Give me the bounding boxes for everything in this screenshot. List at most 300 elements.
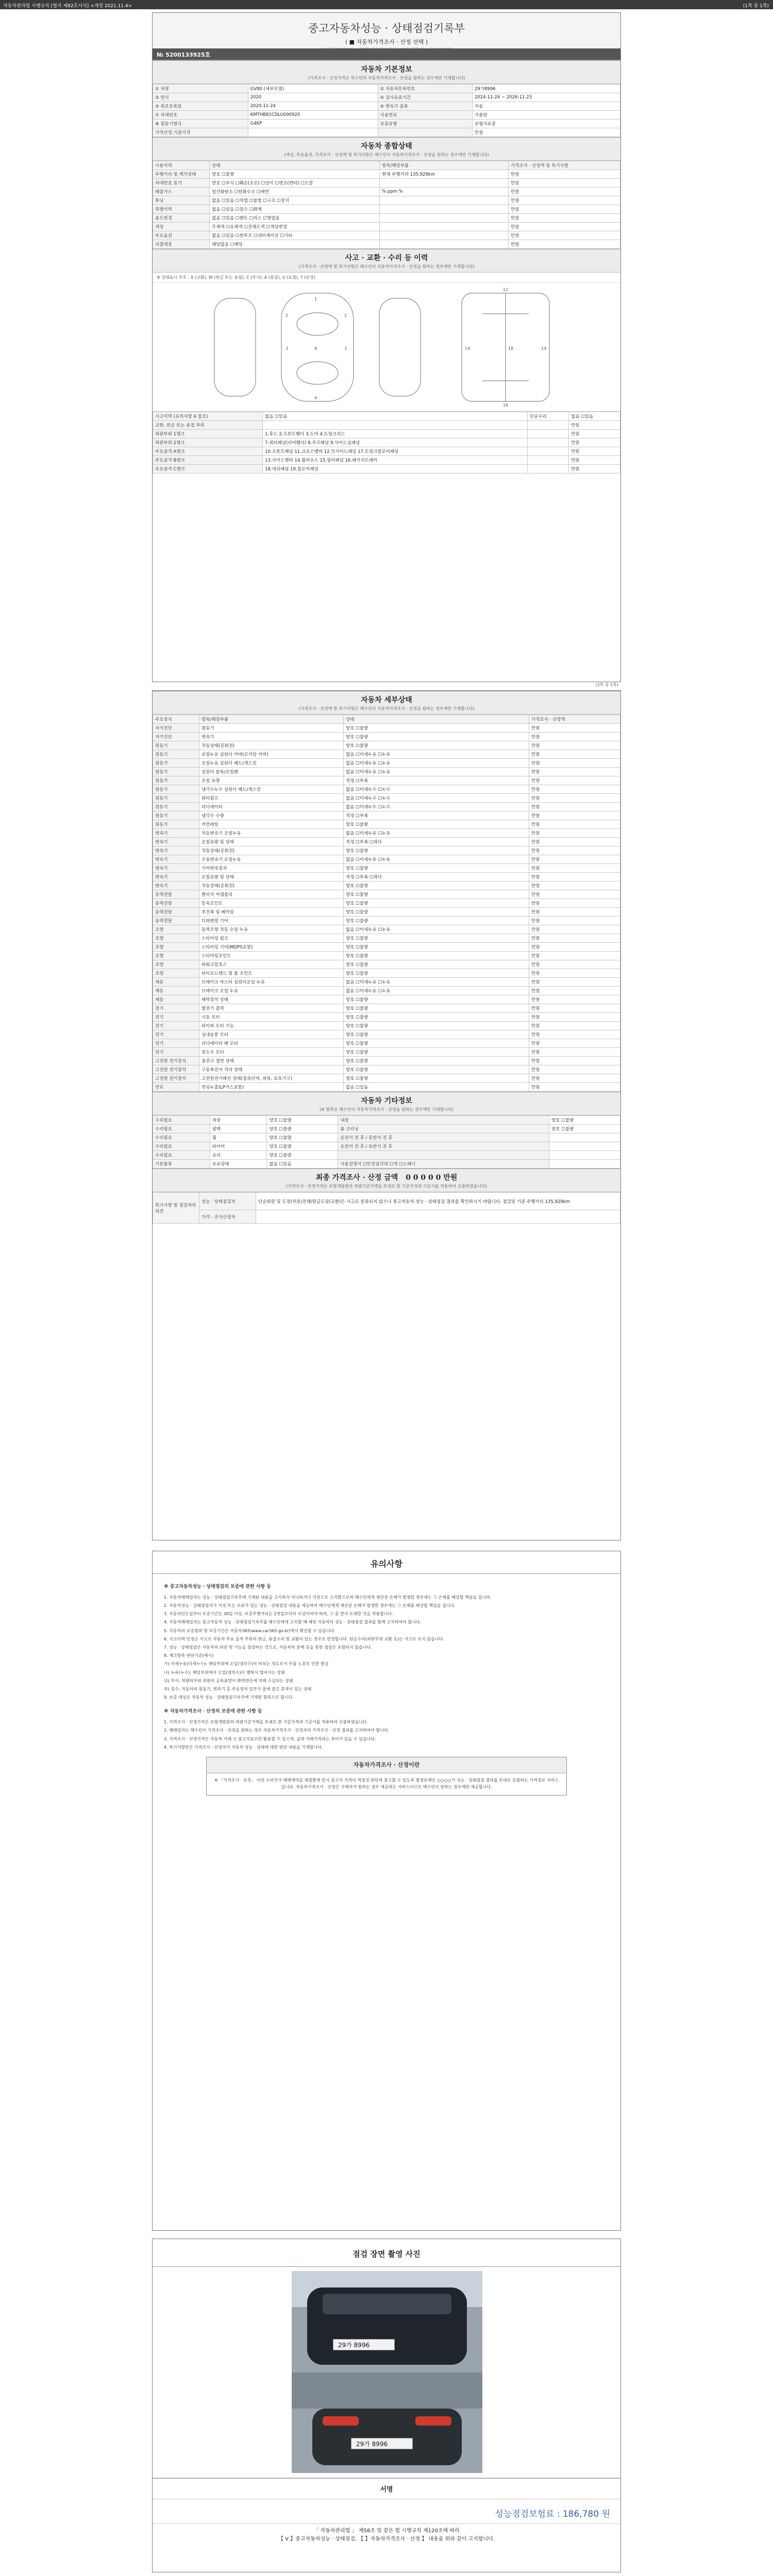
detail-cell: 만원 bbox=[529, 890, 620, 899]
detail-cell: 만원 bbox=[529, 820, 620, 829]
basic-info-row bbox=[153, 84, 620, 93]
other-cell: 양호 ☐불량 bbox=[549, 1125, 620, 1133]
summary-table bbox=[153, 161, 620, 249]
accident-row bbox=[153, 412, 620, 421]
detail-cell: 변속기 bbox=[153, 873, 199, 882]
notice-item: 라) 침수: 자동차의 원동기, 변속기 등 주요장치 일부가 물에 잠긴 흔적이 있는 상태 bbox=[164, 1686, 312, 1691]
summary-row bbox=[153, 179, 620, 188]
detail-cell: 전기 bbox=[153, 1030, 199, 1039]
other-cell: 수리필요 bbox=[153, 1133, 210, 1142]
other-cell: 수리필요 bbox=[153, 1151, 210, 1160]
legal-basis: 「 자동차관리법 」 제58조 및 같은 법 시행규칙 제120조에 따라 bbox=[313, 2528, 460, 2534]
detail-cell: 양호 ☐불량 bbox=[344, 846, 529, 855]
detail-cell: 제동 bbox=[153, 995, 199, 1004]
detail-cell: 원동기 bbox=[153, 750, 199, 759]
detail-cell: 양호 ☐불량 bbox=[344, 952, 529, 960]
detail-col-item: 항목/해당부품 bbox=[199, 715, 344, 724]
detail-cell: 등속조인트 bbox=[199, 899, 344, 908]
other-cell: 양호 ☐불량 bbox=[267, 1142, 338, 1151]
accident-cell bbox=[527, 456, 568, 465]
detail-heading: 자동차 세부상태 bbox=[361, 696, 412, 704]
detail-cell: 양호 ☐불량 bbox=[344, 1013, 529, 1022]
other-cell: 수리필요 bbox=[153, 1142, 210, 1151]
svg-text:4: 4 bbox=[314, 396, 317, 400]
accident-cell bbox=[527, 421, 568, 430]
summary-cell: 만원 bbox=[509, 214, 620, 223]
accident-cell: 만원 bbox=[569, 438, 620, 447]
page-1 bbox=[152, 12, 621, 687]
basic-info-row bbox=[153, 128, 620, 137]
summary-cell: 색상 bbox=[153, 223, 210, 231]
accident-cell bbox=[527, 447, 568, 456]
other-cell: 기본품목 bbox=[153, 1160, 210, 1168]
detail-cell: 윈도우 모터 bbox=[199, 1048, 344, 1057]
summary-cell: 무채색 ☐유채색 ☐전체도색 ☐색상변경 bbox=[210, 223, 380, 231]
other-row bbox=[153, 1133, 620, 1142]
detail-cell: 양호 ☐불량 bbox=[344, 1030, 529, 1039]
detail-cell: 브레이크 마스터 실린더오일 누유 bbox=[199, 978, 344, 987]
detail-cell: 양호 ☐불량 bbox=[344, 724, 529, 733]
accident-section-title bbox=[153, 249, 620, 273]
summary-cell: 주요옵션 bbox=[153, 231, 210, 240]
other-cell bbox=[549, 1160, 620, 1168]
insurance-fee: 성능점검보험료 : 186,780 원 bbox=[495, 2509, 610, 2519]
detail-row bbox=[153, 995, 620, 1004]
summary-row bbox=[153, 231, 620, 240]
summary-cell: 차대번호 표기 bbox=[153, 179, 210, 188]
accident-heading: 사고 · 교환 · 수리 등 이력 bbox=[345, 254, 428, 262]
detail-cell: 자기진단 bbox=[153, 724, 199, 733]
detail-row bbox=[153, 1083, 620, 1092]
detail-cell: 커먼레일 bbox=[199, 820, 344, 829]
detail-cell: 동력전달 bbox=[153, 890, 199, 899]
other-cell bbox=[338, 1151, 549, 1160]
detail-cell: 만원 bbox=[529, 952, 620, 960]
basic-info-cell: ⑧ 원동기형식 bbox=[153, 120, 248, 128]
summary-cell bbox=[380, 179, 509, 188]
svg-text:3: 3 bbox=[344, 346, 347, 351]
page-4 bbox=[152, 2239, 621, 2572]
detail-cell: 원동기 bbox=[153, 759, 199, 768]
detail-cell: 없음 ☐미세누수 ☐누수 bbox=[344, 803, 529, 811]
detail-cell: 만원 bbox=[529, 1004, 620, 1013]
detail-cell: 연료 bbox=[153, 1083, 199, 1092]
detail-cell: 작동상태(공회전) bbox=[199, 882, 344, 890]
summary-row bbox=[153, 214, 620, 223]
detail-row bbox=[153, 811, 620, 820]
detail-cell: 파워고압호스 bbox=[199, 960, 344, 969]
svg-text:1: 1 bbox=[314, 297, 317, 301]
notice-item: 4. 자동차매매업자는 중고자동차 성능 · 상태점검기록부를 매수인에게 고지할 때 해당 자동차의 성능 · 상태점검 결과를 함께 고지하여야 합니다. bbox=[164, 1620, 421, 1625]
other-row bbox=[153, 1116, 620, 1125]
detail-cell: 조향 bbox=[153, 969, 199, 978]
page-2 bbox=[152, 690, 621, 1540]
detail-cell: 오일누유 실린더 커버(로커암 커버) bbox=[199, 750, 344, 759]
accident-cell: 만원 bbox=[569, 447, 620, 456]
other-cell: 휠 bbox=[210, 1133, 267, 1142]
basic-info-cell bbox=[248, 128, 378, 137]
detail-cell: 만원 bbox=[529, 846, 620, 855]
other-cell bbox=[549, 1133, 620, 1142]
detail-cell: 원동기 bbox=[153, 803, 199, 811]
svg-text:8: 8 bbox=[314, 346, 317, 351]
basic-info-cell bbox=[378, 128, 472, 137]
detail-cell: 만원 bbox=[529, 1083, 620, 1092]
other-cell: 외장 bbox=[210, 1116, 267, 1125]
perf-inspector-opinion: 단순외판 및 도장(부분/전체/판금도장/교환)은 사고로 분류되지 않으나 중고자동차 성능 · 상태점검 결과를 확인하시기 바랍니다. 점검일 기준 주행거리 135,929km bbox=[256, 1193, 620, 1210]
detail-cell: 양호 ☐불량 bbox=[344, 1065, 529, 1074]
summary-cell: 만원 bbox=[509, 196, 620, 205]
basic-info-heading: 자동차 기본정보 bbox=[361, 65, 412, 74]
accident-row bbox=[153, 421, 620, 430]
notice-body bbox=[153, 1574, 620, 1808]
summary-cell: 일산화탄소 ☐탄화수소 ☐매연 bbox=[210, 188, 380, 196]
accident-cell: 만원 bbox=[569, 430, 620, 438]
price-service-title: 자동차가격조사 · 산정이란 bbox=[207, 1757, 566, 1773]
detail-cell: 만원 bbox=[529, 733, 620, 741]
basic-info-cell: ① 차명 bbox=[153, 84, 248, 93]
other-cell: 양호 ☐불량 bbox=[267, 1125, 338, 1133]
detail-cell: 원동기 bbox=[153, 768, 199, 776]
detail-cell: 원동기 bbox=[153, 820, 199, 829]
detail-cell: 오일누유 실린더 헤드/개스킷 bbox=[199, 759, 344, 768]
detail-cell: 만원 bbox=[529, 934, 620, 943]
summary-cell: 만원 bbox=[509, 179, 620, 188]
detail-cell: 만원 bbox=[529, 1074, 620, 1083]
summary-cell: 만원 bbox=[509, 240, 620, 249]
basic-info-table bbox=[153, 84, 620, 137]
detail-row bbox=[153, 846, 620, 855]
detail-section-title bbox=[153, 691, 620, 715]
notice-item: 3. 가격조사 · 산정가격은 자동차 거래 시 참고자료로만 활용할 수 있으며, 실제 거래가격과는 차이가 있을 수 있습니다. bbox=[164, 1736, 376, 1741]
detail-cell: 연료누출(LP가스포함) bbox=[199, 1083, 344, 1092]
top-bar bbox=[0, 0, 773, 9]
accident-cell: 7.쿼터패널(리어휀더) 8.루프패널 9.사이드실패널 bbox=[263, 438, 528, 447]
accident-cell: 외판부위 1랭크 bbox=[153, 430, 263, 438]
summary-row bbox=[153, 170, 620, 179]
notice-item: 가) 미세누유(미세누수): 해당부위에 오일(냉각수)이 비치는 정도로서 부품 노후로 인한 현상 bbox=[164, 1662, 329, 1667]
other-row bbox=[153, 1125, 620, 1133]
detail-cell: 전기 bbox=[153, 1039, 199, 1048]
other-cell: 사용설명서 ☐안전삼각대 ☐잭 ☐스패너 bbox=[338, 1160, 549, 1168]
detail-row bbox=[153, 741, 620, 750]
accident-cell: 만원 bbox=[569, 421, 620, 430]
detail-cell: 만원 bbox=[529, 768, 620, 776]
inspection-photo-area bbox=[153, 2267, 620, 2478]
basic-info-cell: 사용연료 bbox=[378, 111, 472, 120]
summary-cell: 용도변경 bbox=[153, 214, 210, 223]
detail-cell: 오일유량 및 상태 bbox=[199, 873, 344, 882]
detail-row bbox=[153, 908, 620, 917]
other-row bbox=[153, 1151, 620, 1160]
detail-row bbox=[153, 768, 620, 776]
detail-cell: 고전원 전기장치 bbox=[153, 1074, 199, 1083]
accident-row bbox=[153, 430, 620, 438]
car-damage-diagram bbox=[153, 283, 620, 412]
summary-col-status: 상태 bbox=[210, 161, 380, 170]
detail-cell: 양호 ☐불량 bbox=[344, 908, 529, 917]
summary-cell: 만원 bbox=[509, 188, 620, 196]
other-cell bbox=[549, 1142, 620, 1151]
detail-col-price: 가격조사 · 산정액 bbox=[529, 715, 620, 724]
inspection-photo bbox=[153, 2267, 620, 2478]
basic-info-section-title bbox=[153, 60, 620, 84]
price-service-text: ※ 「가격조사 · 산정」 이란 소비자가 매매계약을 체결함에 앞서 중고자 가격의 적절성 판단에 참고할 수 있도록 법정단체인 ○○○○가 성능 · 상태점검 결과를 토대로 산출하는 가격정보 서비스입니다. 자동차가격조사 · 산정은 구매자가 원하는 경우 제공하는 서비스이므로 매수인이 원하는 경우에만 제공합니다. bbox=[214, 1778, 559, 1789]
basic-info-row bbox=[153, 120, 620, 128]
signature-title: 서명 bbox=[153, 2478, 620, 2499]
detail-cell: 양호 ☐불량 bbox=[344, 864, 529, 873]
detail-cell: 조향 bbox=[153, 943, 199, 952]
document-header bbox=[153, 13, 620, 60]
detail-cell: 오일유량 및 상태 bbox=[199, 838, 344, 846]
detail-cell: 적정 ☐부족 ☐과다 bbox=[344, 838, 529, 846]
accident-cell: 13.사이드멤버 14.휠하우스 15.필러패널 16.패키지트레이 bbox=[263, 456, 528, 465]
basic-info-cell: ③ 연식 bbox=[153, 93, 248, 102]
detail-cell: 양호 ☐불량 bbox=[344, 969, 529, 978]
svg-text:18: 18 bbox=[508, 346, 514, 351]
detail-cell: 전기 bbox=[153, 1022, 199, 1030]
basic-info-cell: 가격산정 기준가격 bbox=[153, 128, 248, 137]
perf-inspector-label: 성능 · 상태점검자 bbox=[199, 1193, 256, 1210]
detail-cell: 브레이크 오일 누유 bbox=[199, 987, 344, 995]
price-service-box bbox=[206, 1757, 567, 1795]
notice-lead-1: ※ 중고자동차성능 · 상태점검의 보증에 관한 사항 등 bbox=[164, 1584, 271, 1589]
detail-cell: 만원 bbox=[529, 803, 620, 811]
accident-cell bbox=[527, 438, 568, 447]
basic-info-cell: 29가8996 bbox=[472, 84, 620, 93]
detail-cell: 양호 ☐불량 bbox=[344, 960, 529, 969]
basic-info-cell: 보험사보증 bbox=[472, 120, 620, 128]
detail-cell: 양호 ☐불량 bbox=[344, 820, 529, 829]
summary-cell: 없음 ☐있음 ☐렌트 ☐리스 ☐영업용 bbox=[210, 214, 380, 223]
summary-subheading: (색상, 주요옵션, 가격조사 · 산정액 및 특기사항은 매수인이 자동차가격조사 · 산정을 원하는 경우에만 기재합니다) bbox=[284, 152, 489, 157]
accident-cell: 단순수리 bbox=[527, 412, 568, 421]
notice-item: 2. 자동차성능 · 상태점검자가 거짓 또는 오류가 있는 성능 · 상태점검 내용을 제공하여 매수인에게 재산상 손해가 발생한 경우에는 그 손해를 배상할 책임을 집니다. bbox=[164, 1603, 456, 1608]
detail-cell: 원동기 bbox=[153, 811, 199, 820]
detail-cell: 원동기 bbox=[153, 785, 199, 794]
detail-row bbox=[153, 733, 620, 741]
detail-cell: 기어변속장치 bbox=[199, 864, 344, 873]
detail-row bbox=[153, 917, 620, 925]
summary-row bbox=[153, 240, 620, 249]
detail-cell: 양호 ☐불량 bbox=[344, 1039, 529, 1048]
detail-row bbox=[153, 934, 620, 943]
other-cell: 운전석 전 후 / 동반석 전 후 bbox=[338, 1133, 549, 1142]
detail-cell: 동력전달 bbox=[153, 908, 199, 917]
other-cell: 수리필요 bbox=[153, 1116, 210, 1125]
detail-row bbox=[153, 829, 620, 838]
car-outline-diagram bbox=[153, 283, 620, 412]
notice-title: 유의사항 bbox=[153, 1551, 620, 1574]
accident-cell: 없음 ☐있음 bbox=[569, 412, 620, 421]
detail-cell: 만원 bbox=[529, 925, 620, 934]
detail-cell: 만원 bbox=[529, 960, 620, 969]
basic-info-cell: ⑥ 변속기 종류 bbox=[378, 102, 472, 111]
detail-table bbox=[153, 715, 620, 1092]
plate-number-upper: 29가 8996 bbox=[338, 2342, 370, 2349]
basic-info-cell: ⑤ 최초등록일 bbox=[153, 102, 248, 111]
detail-row bbox=[153, 1022, 620, 1030]
detail-row bbox=[153, 1057, 620, 1065]
detail-cell: 없음 ☐미세누수 ☐누수 bbox=[344, 794, 529, 803]
detail-row bbox=[153, 925, 620, 934]
basic-info-cell: 2020 bbox=[248, 93, 378, 102]
detail-cell: 없음 ☐미세누유 ☐누유 bbox=[344, 768, 529, 776]
detail-cell: 전기 bbox=[153, 1013, 199, 1022]
other-cell: 없음 ☐있음 bbox=[267, 1160, 338, 1168]
detail-cell: 만원 bbox=[529, 794, 620, 803]
detail-cell: 작동상태(공회전) bbox=[199, 741, 344, 750]
document-subtitle: ( ■ 자동차가격조사 · 산정 선택 ) bbox=[345, 39, 428, 45]
detail-cell: 제동 bbox=[153, 987, 199, 995]
detail-cell: 양호 ☐불량 bbox=[344, 1022, 529, 1030]
notice-item: 8. 체크항목 판단기준(예시) bbox=[164, 1653, 214, 1658]
detail-cell: 스티어링 펌프 bbox=[199, 934, 344, 943]
detail-cell: 변속기 bbox=[153, 846, 199, 855]
accident-subheading: (가격조사 · 산정액 및 특기사항은 매수인이 자동차가격조사 · 산정을 원하는 경우에만 기재합니다) bbox=[298, 264, 475, 269]
accident-row bbox=[153, 447, 620, 456]
summary-cell: 현재 주행거리 135,929km bbox=[380, 170, 509, 179]
accident-cell: 외판부위 2랭크 bbox=[153, 438, 263, 447]
detail-row bbox=[153, 960, 620, 969]
signer-statement: 【 V 】중고자동차성능 · 상태점검, 【 】자동차가격조사 · 산정 】 내용을 위와 같이 고지합니다. bbox=[278, 2536, 495, 2542]
detail-cell: 충전구 절연 상태 bbox=[199, 1057, 344, 1065]
detail-cell: 제동 bbox=[153, 978, 199, 987]
summary-row bbox=[153, 188, 620, 196]
detail-cell: 만원 bbox=[529, 1048, 620, 1057]
detail-cell: 변속기 bbox=[153, 829, 199, 838]
detail-cell: 고전원 전기장치 bbox=[153, 1065, 199, 1074]
detail-row bbox=[153, 969, 620, 978]
detail-col-device: 주요장치 bbox=[153, 715, 199, 724]
detail-cell: 조향 bbox=[153, 934, 199, 943]
detail-cell: 양호 ☐불량 bbox=[344, 1057, 529, 1065]
other-cell: 양호 ☐불량 bbox=[267, 1116, 338, 1125]
detail-cell: 동력전달 bbox=[153, 899, 199, 908]
basic-info-cell: GV80 (세부모델) bbox=[248, 84, 378, 93]
detail-cell: 만원 bbox=[529, 741, 620, 750]
summary-cell: 양호 ☐부식 ☐훼손(오손) ☐상이 ☐변조(변타) ☐도말 bbox=[210, 179, 380, 188]
other-cell: 양호 ☐불량 bbox=[267, 1133, 338, 1142]
detail-row bbox=[153, 873, 620, 882]
detail-cell: 디퍼렌셜 기어 bbox=[199, 917, 344, 925]
notice-list-1 bbox=[164, 1594, 609, 1701]
detail-row bbox=[153, 899, 620, 908]
final-price-subheading: (가격조사 · 산정가격은 보험개발원의 차량기준가액을 토대로 한 기준가격과 기준서를 적용하여 산출하였습니다) bbox=[286, 1184, 487, 1189]
detail-cell: 고전원전기배선 상태(접속단자, 피복, 보호기구) bbox=[199, 1074, 344, 1083]
detail-cell: 추진축 및 베어링 bbox=[199, 908, 344, 917]
accident-cell: 18.대쉬패널 19.플로어패널 bbox=[263, 465, 528, 473]
detail-cell: 변속기 bbox=[153, 855, 199, 864]
basic-info-cell: 만원 bbox=[472, 128, 620, 137]
notice-item: 6. 사고이력 인정은 사고로 자동차 주요 골격 부위의 판금, 용접수리 및 교환이 있는 경우로 한정합니다. 단순수리(외판부위 교환 등)는 사고로 보지 않습니다. bbox=[164, 1636, 444, 1641]
detail-cell: 양호 ☐불량 bbox=[344, 1048, 529, 1057]
basic-info-cell: 2020-11-24 bbox=[248, 102, 378, 111]
accident-cell bbox=[527, 465, 568, 473]
accident-cell: 없음 ☐있음 bbox=[263, 412, 528, 421]
summary-cell: 만원 bbox=[509, 231, 620, 240]
detail-row bbox=[153, 820, 620, 829]
basic-info-cell: ⑦ 차대번호 bbox=[153, 111, 248, 120]
detail-row bbox=[153, 1065, 620, 1074]
notice-list-2 bbox=[164, 1719, 609, 1751]
symbol-legend: ※ 상태표시 부호 : X (교환), W (판금 또는 용접), C (부식), A (흠집), U (요철), T (손상) bbox=[153, 273, 620, 283]
other-cell: 수리필요 bbox=[153, 1125, 210, 1133]
detail-cell: 자동변속기 오일누유 bbox=[199, 829, 344, 838]
final-price-title bbox=[153, 1168, 620, 1192]
detail-cell: 수동변속기 오일누유 bbox=[199, 855, 344, 864]
detail-cell: 양호 ☐불량 bbox=[344, 882, 529, 890]
detail-cell: 만원 bbox=[529, 759, 620, 768]
detail-cell: 만원 bbox=[529, 1057, 620, 1065]
detail-cell: 없음 ☐미세누유 ☐누유 bbox=[344, 759, 529, 768]
detail-cell: 스티어링조인트 bbox=[199, 952, 344, 960]
other-cell: 양호 ☐불량 bbox=[549, 1116, 620, 1125]
detail-cell: 양호 ☐불량 bbox=[344, 917, 529, 925]
detail-cell: 워터펌프 bbox=[199, 794, 344, 803]
detail-cell: 적정 ☐부족 ☐과다 bbox=[344, 873, 529, 882]
svg-text:3: 3 bbox=[285, 346, 289, 351]
detail-col-status: 상태 bbox=[344, 715, 529, 724]
accident-cell: 교환, 판금 또는 용접 부위 bbox=[153, 421, 263, 430]
summary-cell: 없음 ☐있음 ☐썬루프 ☐네비게이션 ☐기타 bbox=[210, 231, 380, 240]
detail-cell: 만원 bbox=[529, 776, 620, 785]
detail-cell: 양호 ☐불량 bbox=[344, 899, 529, 908]
detail-cell: 시동 모터 bbox=[199, 1013, 344, 1022]
car-left-view bbox=[214, 298, 256, 396]
detail-row bbox=[153, 1013, 620, 1022]
svg-text:2: 2 bbox=[285, 313, 289, 318]
detail-cell: 냉각수누수 실린더 헤드/개스킷 bbox=[199, 785, 344, 794]
detail-cell: 없음 ☐있음 bbox=[344, 1083, 529, 1092]
other-cell: 양호 ☐불량 bbox=[267, 1151, 338, 1160]
detail-cell: 발전기 출력 bbox=[199, 1004, 344, 1013]
notice-item: 나) 누유(누수): 해당부위에서 오일(냉각수)이 맺혀서 떨어지는 상태 bbox=[164, 1670, 285, 1675]
detail-cell: 만원 bbox=[529, 969, 620, 978]
detail-row bbox=[153, 785, 620, 794]
detail-row bbox=[153, 864, 620, 873]
other-cell: 운전석 전 후 / 동반석 전 후 bbox=[338, 1142, 549, 1151]
summary-cell: 없음 ☐있음 ☐적법 ☐불법 ☐구조 ☐장치 bbox=[210, 196, 380, 205]
detail-cell: 만원 bbox=[529, 943, 620, 952]
other-cell: 내장 bbox=[338, 1116, 549, 1125]
detail-row bbox=[153, 1039, 620, 1048]
detail-row bbox=[153, 943, 620, 952]
detail-cell: 만원 bbox=[529, 829, 620, 838]
page-mark: (3쪽 중 1쪽) bbox=[595, 683, 618, 687]
detail-row bbox=[153, 978, 620, 987]
other-row bbox=[153, 1160, 620, 1168]
notice-item: 1. 가격조사 · 산정가격은 보험개발원의 차량기준가액을 토대로 한 기준가격과 기준서를 적용하여 산출하였습니다. bbox=[164, 1720, 368, 1725]
summary-cell bbox=[380, 223, 509, 231]
detail-cell: 조향 bbox=[153, 960, 199, 969]
accident-cell: 10.프론트패널 11.크로스멤버 12.인사이드패널 17.트렁크플로어패널 bbox=[263, 447, 528, 456]
summary-heading: 자동차 종합상태 bbox=[361, 142, 412, 150]
detail-row bbox=[153, 724, 620, 733]
summary-row bbox=[153, 223, 620, 231]
other-cell: 보유상태 bbox=[210, 1160, 267, 1168]
detail-cell: 만원 bbox=[529, 838, 620, 846]
detail-cell: 클러치 어셈블리 bbox=[199, 890, 344, 899]
detail-cell: 원동기 bbox=[153, 776, 199, 785]
summary-cell: 양호 ☐불량 bbox=[210, 170, 380, 179]
summary-cell: 없음 ☐있음 ☐침수 ☐화재 bbox=[210, 205, 380, 214]
basic-info-cell: ② 자동차등록번호 bbox=[378, 84, 472, 93]
detail-row bbox=[153, 1048, 620, 1057]
detail-cell: 동력전달 bbox=[153, 917, 199, 925]
detail-cell: 만원 bbox=[529, 1065, 620, 1074]
basic-info-cell: KMTHB81CDLU000920 bbox=[248, 111, 378, 120]
